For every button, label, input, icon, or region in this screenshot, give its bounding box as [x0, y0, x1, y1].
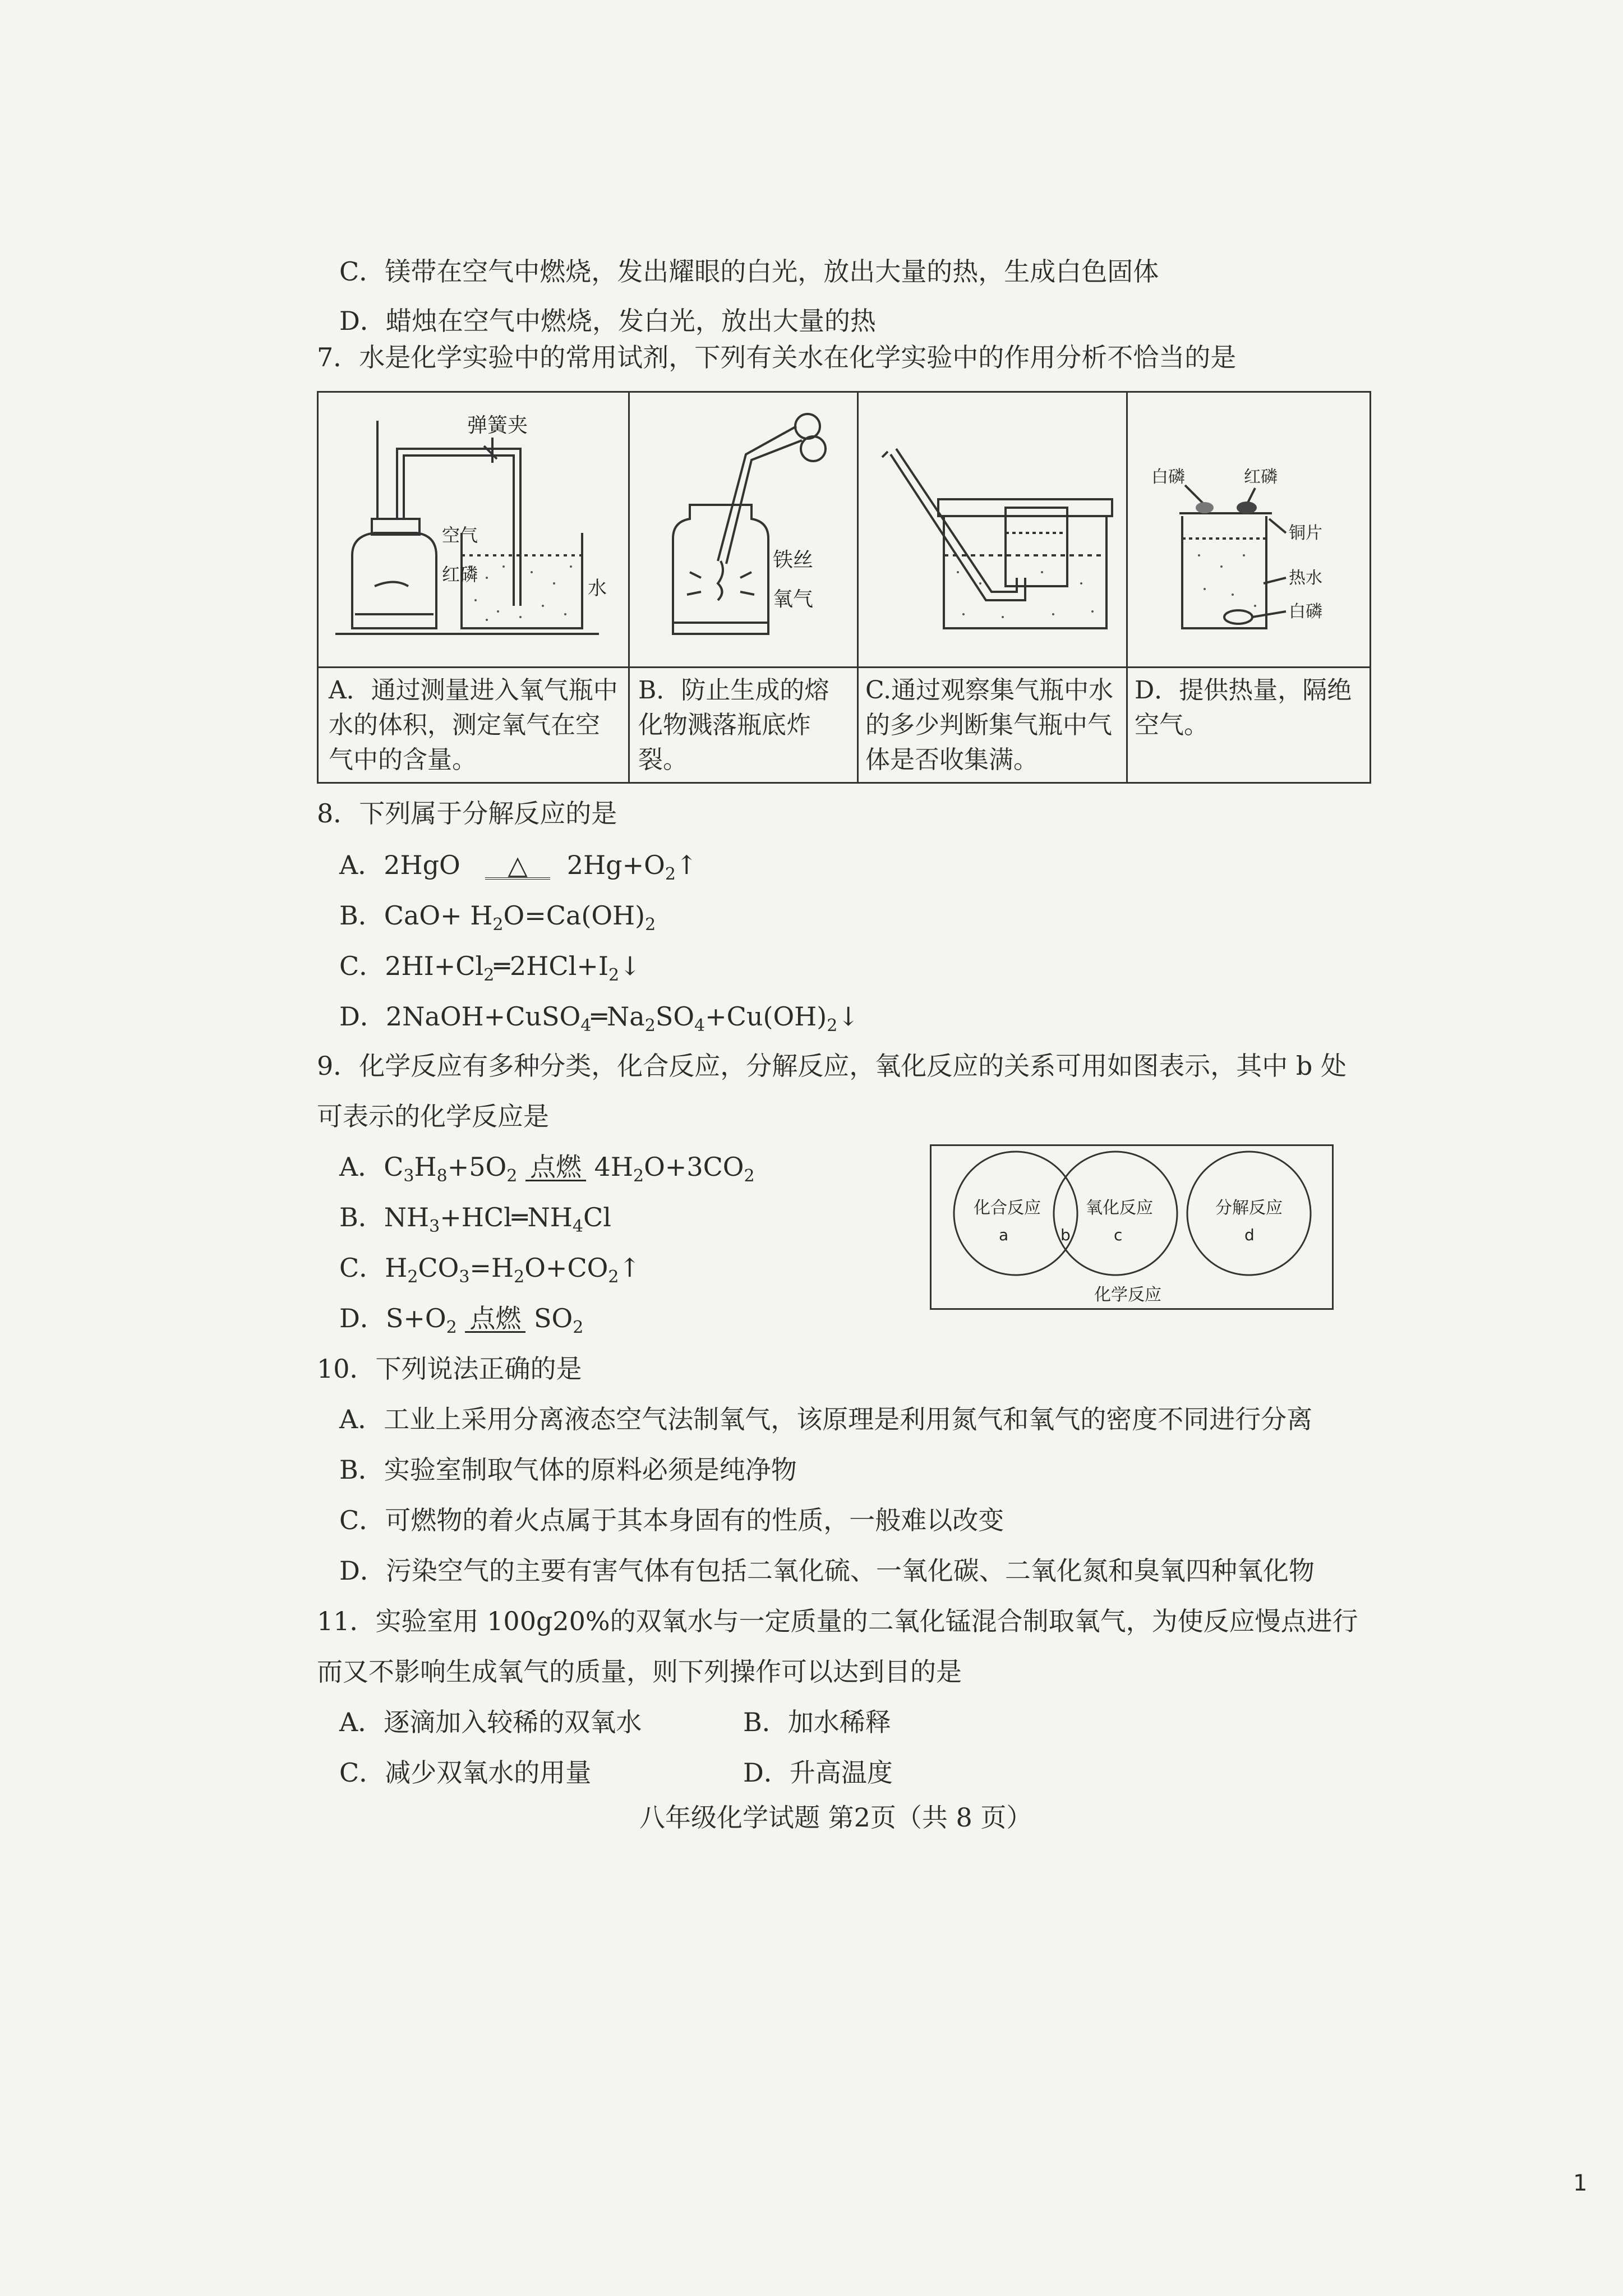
venn-label-b: b: [1061, 1226, 1071, 1244]
q10-option-c: C．可燃物的着火点属于其本身固有的性质，一般难以改变: [339, 1505, 1004, 1535]
q7-option-a: A．通过测量进入氧气瓶中水的体积，测定氧气在空气中的含量。: [329, 676, 618, 774]
figure-c-gas-collection: [857, 393, 1126, 666]
label-iron-wire: 铁丝: [773, 549, 814, 572]
q9-stem-2: 可表示的化学反应是: [317, 1101, 549, 1131]
q7-option-c: C.通过观察集气瓶中水的多少判断集气瓶中气体是否收集满。: [865, 676, 1114, 774]
q7-stem: 7．水是化学实验中的常用试剂，下列有关水在化学实验中的作用分析不恰当的是: [317, 342, 1237, 372]
label-water: 水: [588, 577, 607, 600]
label-white-phosphorus: 白磷: [1151, 467, 1185, 487]
reaction-venn-diagram: [930, 1144, 1334, 1310]
q9-stem-1: 9．化学反应有多种分类，化合反应，分解反应，氧化反应的关系可用如图表示，其中 b 处: [317, 1051, 1347, 1081]
q8-stem: 8．下列属于分解反应的是: [317, 798, 617, 829]
q11-stem-2: 而又不影响生成氧气的质量，则下列操作可以达到目的是: [317, 1657, 962, 1687]
q11-option-b: B．加水稀释: [743, 1707, 891, 1737]
label-oxygen: 氧气: [773, 588, 814, 611]
q8-option-b: B．$CaO+ H_2O=Ca(OH)_2$: [339, 900, 656, 935]
label-air: 空气: [442, 524, 478, 546]
q9-option-b: B．$NH_3+HCl═NH_4Cl$: [339, 1202, 611, 1236]
label-clamp: 弹簧夹: [467, 414, 528, 437]
q11-option-a: A．逐滴加入较稀的双氧水: [339, 1707, 642, 1737]
venn-label-d: d: [1244, 1226, 1255, 1244]
venn-label-combination: 化合反应: [974, 1198, 1041, 1218]
q9-option-d: D．$S+O_2$ 点燃 $SO_2$: [339, 1300, 583, 1346]
page-number: 1: [1573, 2170, 1588, 2196]
figure-a-oxygen-measurement: [319, 393, 628, 666]
q7-option-b: B．防止生成的熔化物溅落瓶底炸裂。: [638, 676, 829, 774]
q10-option-a: A．工业上采用分离液态空气法制氧气，该原理是利用氮气和氧气的密度不同进行分离: [339, 1404, 1313, 1434]
q8-option-d: D．$2NaOH+CuSO_4═Na_2SO_4+Cu(OH)_2↓$: [339, 1001, 859, 1036]
q11-option-c: C．减少双氧水的用量: [339, 1757, 592, 1788]
q7-option-d: D．提供热量，隔绝空气。: [1135, 676, 1352, 739]
q9-option-a: A．$C_3H_8+5O_2$ 点燃 $4H_2O+3CO_2$: [339, 1149, 755, 1194]
figure-b-iron-combustion: [628, 393, 857, 666]
q11-option-d: D．升高温度: [743, 1757, 893, 1788]
venn-label-oxidation: 氧化反应: [1086, 1198, 1153, 1218]
venn-label-outer: 化学反应: [1094, 1285, 1161, 1305]
label-red-phosphorus: 红磷: [1244, 467, 1278, 487]
q7-experiment-table: [317, 391, 1371, 784]
label-white-phosphorus-2: 白磷: [1289, 602, 1322, 622]
page-footer: 八年级化学试题 第2页（共 8 页）: [639, 1802, 1032, 1833]
q8-option-c: C．$2HI+Cl_2═2HCl+I_2↓$: [339, 951, 641, 985]
venn-label-a: a: [999, 1226, 1009, 1244]
q10-stem: 10．下列说法正确的是: [317, 1354, 582, 1384]
label-phosphorus: 红磷: [442, 564, 478, 585]
venn-label-c: c: [1114, 1226, 1123, 1244]
label-hot-water: 热水: [1289, 568, 1322, 588]
label-copper-plate: 铜片: [1289, 523, 1322, 543]
venn-label-decomposition: 分解反应: [1215, 1198, 1283, 1218]
q10-option-b: B．实验室制取气体的原料必须是纯净物: [339, 1455, 797, 1485]
q9-option-c: C．$H_2CO_3=H_2O+CO_2↑$: [339, 1253, 640, 1287]
q6-option-c: C．镁带在空气中燃烧，发出耀眼的白光，放出大量的热，生成白色固体: [339, 256, 1159, 287]
q6-option-d: D．蜡烛在空气中燃烧，发白光，放出大量的热: [339, 306, 876, 336]
q8-option-a: A．2HgO △ $2Hg+O_2↑$: [339, 847, 698, 892]
q10-option-d: D．污染空气的主要有害气体有包括二氧化硫、一氧化碳、二氧化氮和臭氧四种氧化物: [339, 1556, 1315, 1586]
q11-stem-1: 11．实验室用 100g20%的双氧水与一定质量的二氧化锰混合制取氧气，为使反应慢点进行: [317, 1606, 1358, 1636]
figure-d-combustion-conditions: [1126, 393, 1373, 666]
